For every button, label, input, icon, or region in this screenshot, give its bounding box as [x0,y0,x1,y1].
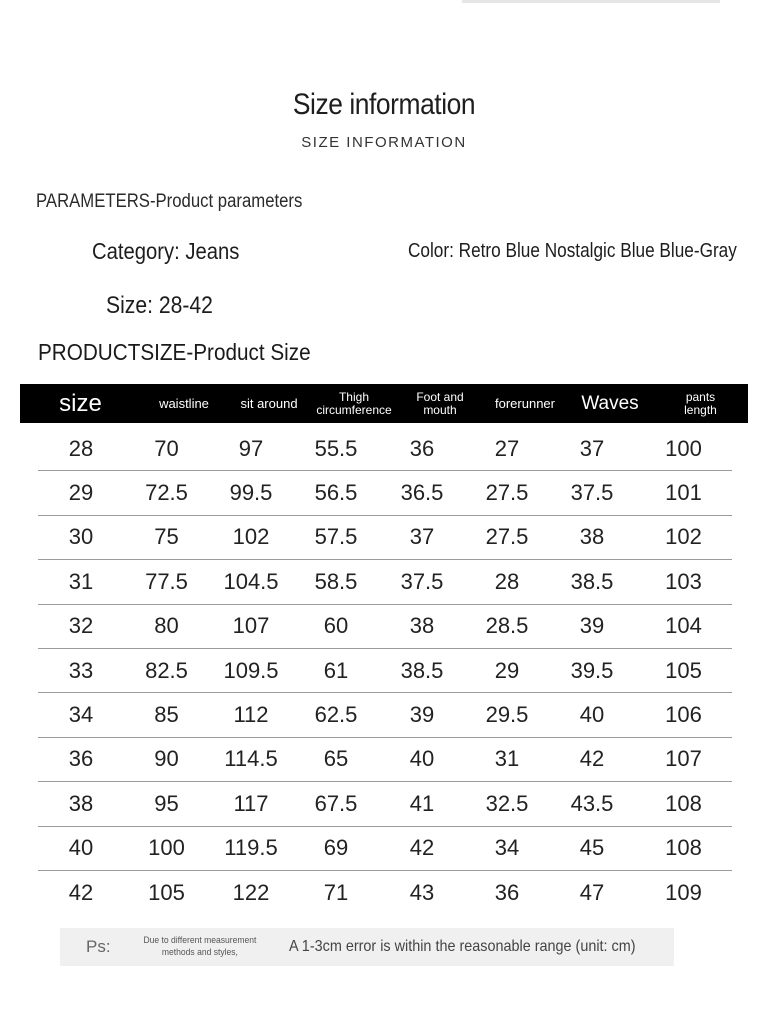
table-cell: 27.5 [485,524,529,550]
table-cell: 119.5 [224,835,278,861]
column-header [311,384,397,423]
table-cell: 72.5 [145,480,188,506]
column-header [141,384,227,423]
table-cell: 33 [68,657,94,683]
table-cell: 34 [68,702,94,728]
column-header-text: pants [685,389,716,404]
column-header-text: mouth [423,402,457,417]
table-cell: 56.5 [314,480,358,506]
table-cell: 69 [323,835,349,861]
table-row [38,471,732,515]
column-header [227,384,311,423]
column-header [20,384,141,423]
table-cell: 109 [665,880,702,906]
table-cell: 90 [154,746,179,772]
table-cell: 38.5 [400,657,444,683]
table-cell: 31 [68,568,94,594]
table-cell: 27.5 [485,480,529,506]
table-row [38,649,732,693]
page-title: Size information [292,88,476,121]
size-table-header [20,384,748,423]
column-header [483,384,567,423]
column-header-text: Thigh [338,389,369,404]
column-header [653,384,748,423]
table-cell: 100 [148,835,185,861]
table-cell: 95 [154,790,179,816]
category-label: Category: Jeans [92,238,240,264]
column-header [567,384,653,423]
table-cell: 45 [579,835,605,861]
table-cell: 39.5 [570,657,614,683]
table-cell: 105 [665,657,702,683]
table-cell: 39 [409,702,435,728]
table-row [38,738,732,782]
column-header-text: circumference [316,402,392,417]
table-cell: 28.5 [485,613,529,639]
table-cell: 114.5 [224,746,278,772]
table-cell: 104 [665,613,702,639]
table-cell: 57.5 [314,524,358,550]
footnote-box [60,928,674,966]
fine-print: Due to different measurement methods and styles, [143,934,257,958]
table-cell: 102 [232,524,270,550]
table-cell: 39 [579,613,605,639]
column-header-text: Waves [581,392,639,414]
table-cell: 77.5 [145,568,188,594]
table-cell: 41 [409,790,435,816]
column-header [397,384,483,423]
table-cell: 108 [665,790,702,816]
table-cell: 37 [579,435,605,461]
table-cell: 34 [494,835,520,861]
table-cell: 70 [154,435,179,461]
table-cell: 42 [579,746,605,772]
table-cell: 107 [665,746,702,772]
column-header-text: Foot and [416,389,464,404]
table-row [38,560,732,604]
table-cell: 32 [68,613,94,639]
ps-label: Ps: [86,937,111,956]
table-cell: 102 [665,524,702,550]
table-row [38,782,732,826]
table-cell: 30 [68,524,94,550]
table-cell: 65 [323,746,349,772]
table-row [38,427,732,471]
product-size-heading: PRODUCTSIZE-Product Size [38,339,311,365]
top-divider [462,0,720,3]
table-cell: 61 [323,657,349,683]
table-cell: 40 [68,835,94,861]
table-cell: 109.5 [223,657,279,683]
table-cell: 101 [665,480,702,506]
table-cell: 47 [579,880,605,906]
table-cell: 43 [409,880,435,906]
table-cell: 106 [665,702,702,728]
table-cell: 36 [494,880,520,906]
table-cell: 117 [233,790,269,816]
table-cell: 37 [409,524,435,550]
table-cell: 38 [409,613,435,639]
table-cell: 104.5 [223,568,279,594]
color-label: Color: Retro Blue Nostalgic Blue Blue-Gray [408,240,737,262]
table-cell: 55.5 [314,435,358,461]
table-cell: 29 [494,657,520,683]
table-cell: 75 [154,524,179,550]
table-row [38,693,732,737]
table-cell: 37.5 [570,480,614,506]
table-cell: 37.5 [400,568,444,594]
table-cell: 108 [665,835,702,861]
table-cell: 80 [154,613,179,639]
table-cell: 43.5 [570,790,614,816]
table-cell: 27 [494,435,520,461]
table-cell: 32.5 [485,790,529,816]
table-cell: 36.5 [400,480,444,506]
table-cell: 112 [233,702,269,728]
table-cell: 40 [579,702,605,728]
table-row [38,516,732,560]
table-cell: 85 [154,702,179,728]
table-cell: 42 [68,880,94,906]
parameters-heading: PARAMETERS-Product parameters [36,191,303,212]
table-cell: 36 [68,746,94,772]
table-cell: 122 [232,880,270,906]
table-cell: 38 [68,790,94,816]
error-note: A 1-3cm error is within the reasonable range (unit: cm) [288,938,636,955]
table-cell: 29 [68,480,94,506]
table-cell: 31 [494,746,520,772]
table-row [38,871,732,915]
table-cell: 97 [238,435,264,461]
table-cell: 38 [579,524,605,550]
table-cell: 40 [409,746,435,772]
column-header-text: forerunner [495,395,555,411]
table-cell: 38.5 [570,568,614,594]
table-cell: 103 [665,568,702,594]
table-cell: 67.5 [314,790,358,816]
table-cell: 28 [494,568,520,594]
size-table-body [38,427,732,915]
column-header-text: length [684,402,717,417]
table-cell: 42 [409,835,435,861]
table-cell: 71 [323,880,349,906]
table-row [38,827,732,871]
table-row [38,605,732,649]
page-subtitle: SIZE INFORMATION [301,134,467,151]
column-header-text: sit around [240,395,298,411]
table-cell: 58.5 [314,568,358,594]
table-cell: 100 [665,435,702,461]
column-header-text: waistline [159,395,209,411]
table-cell: 36 [409,435,435,461]
table-cell: 99.5 [229,480,273,506]
column-header-text: size [59,389,102,417]
table-cell: 62.5 [314,702,358,728]
table-cell: 82.5 [145,657,188,683]
table-cell: 60 [323,613,349,639]
size-range-label: Size: 28-42 [106,292,213,319]
table-cell: 107 [232,613,270,639]
table-cell: 105 [148,880,185,906]
table-cell: 28 [68,435,94,461]
table-cell: 29.5 [485,702,529,728]
